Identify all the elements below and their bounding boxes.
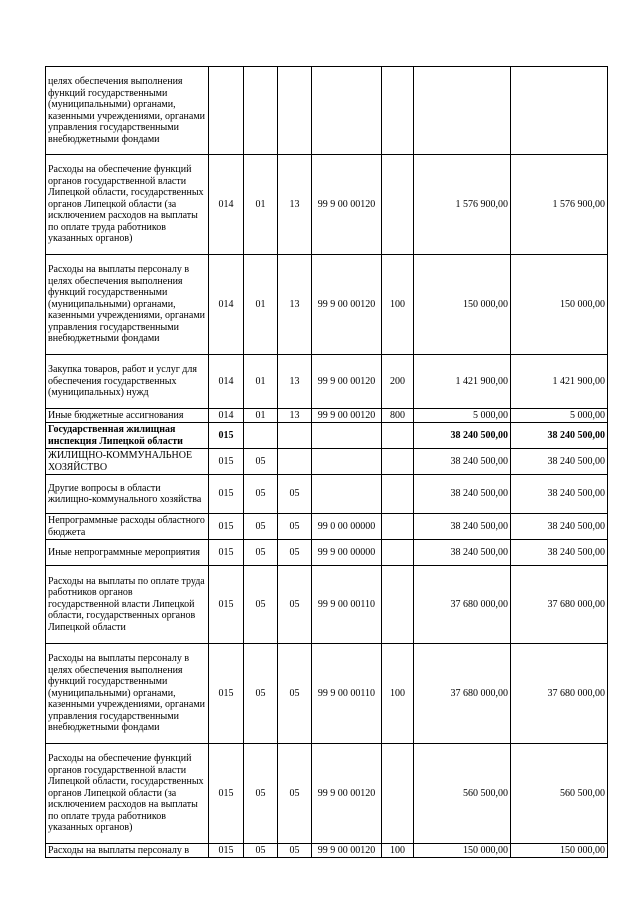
row-section-code: 05 — [244, 514, 278, 540]
row-expense-type-code: 100 — [382, 644, 414, 744]
row-expense-type-code: 200 — [382, 355, 414, 409]
row-amount-1: 5 000,00 — [414, 409, 511, 423]
table-row — [46, 155, 608, 255]
row-name: ЖИЛИЩНО-КОММУНАЛЬНОЕ ХОЗЯЙСТВО — [46, 449, 209, 475]
table-row — [46, 255, 608, 355]
row-ministry-code: 015 — [209, 423, 244, 449]
row-name: Другие вопросы в области жилищно-коммунального хозяйства — [46, 475, 209, 514]
row-amount-1: 1 576 900,00 — [414, 155, 511, 255]
row-ministry-code: 015 — [209, 514, 244, 540]
row-section-code: 01 — [244, 409, 278, 423]
row-name: Иные бюджетные ассигнования — [46, 409, 209, 423]
row-subsection-code — [278, 67, 312, 155]
row-section-code — [244, 423, 278, 449]
row-target-code — [312, 475, 382, 514]
row-subsection-code: 05 — [278, 540, 312, 566]
row-target-code: 99 9 00 00110 — [312, 566, 382, 644]
row-name: Иные непрограммные мероприятия — [46, 540, 209, 566]
row-section-code: 05 — [244, 644, 278, 744]
row-ministry-code: 014 — [209, 355, 244, 409]
row-expense-type-code — [382, 449, 414, 475]
row-expense-type-code — [382, 155, 414, 255]
row-name: Расходы на выплаты персоналу в — [46, 844, 209, 858]
row-target-code: 99 9 00 00110 — [312, 644, 382, 744]
row-section-code: 05 — [244, 844, 278, 858]
row-name: Расходы на обеспечение функций органов государственной власти Липецкой области, государственных органов Липецкой области (за исключением расходов на выплаты по оплате труда работников указанных органов) — [46, 744, 209, 844]
row-amount-1: 38 240 500,00 — [414, 475, 511, 514]
row-section-code: 01 — [244, 155, 278, 255]
row-target-code: 99 9 00 00120 — [312, 409, 382, 423]
row-name: Расходы на выплаты по оплате труда работников органов государственной власти Липецкой области, государственных органов Липецкой области — [46, 566, 209, 644]
row-target-code: 99 9 00 00000 — [312, 540, 382, 566]
row-name: Государственная жилищная инспекция Липецкой области — [46, 423, 209, 449]
row-amount-1: 150 000,00 — [414, 844, 511, 858]
row-ministry-code: 014 — [209, 255, 244, 355]
row-section-code: 05 — [244, 566, 278, 644]
row-amount-1: 1 421 900,00 — [414, 355, 511, 409]
row-subsection-code: 05 — [278, 744, 312, 844]
row-amount-2: 38 240 500,00 — [511, 449, 608, 475]
table-row — [46, 844, 608, 858]
row-target-code — [312, 449, 382, 475]
row-target-code: 99 0 00 00000 — [312, 514, 382, 540]
row-target-code: 99 9 00 00120 — [312, 744, 382, 844]
row-ministry-code: 015 — [209, 449, 244, 475]
row-ministry-code: 014 — [209, 409, 244, 423]
table-row — [46, 744, 608, 844]
row-section-code: 05 — [244, 475, 278, 514]
row-amount-2: 1 576 900,00 — [511, 155, 608, 255]
row-subsection-code: 05 — [278, 514, 312, 540]
row-amount-2: 37 680 000,00 — [511, 566, 608, 644]
row-expense-type-code: 100 — [382, 844, 414, 858]
row-subsection-code: 05 — [278, 566, 312, 644]
table-row — [46, 514, 608, 540]
row-ministry-code: 015 — [209, 644, 244, 744]
row-expense-type-code — [382, 744, 414, 844]
row-expense-type-code: 100 — [382, 255, 414, 355]
row-amount-2: 38 240 500,00 — [511, 540, 608, 566]
row-section-code: 01 — [244, 255, 278, 355]
row-ministry-code — [209, 67, 244, 155]
table-row — [46, 67, 608, 155]
row-amount-2: 5 000,00 — [511, 409, 608, 423]
row-expense-type-code — [382, 475, 414, 514]
table-row — [46, 644, 608, 744]
row-ministry-code: 014 — [209, 155, 244, 255]
row-target-code: 99 9 00 00120 — [312, 255, 382, 355]
row-subsection-code: 13 — [278, 409, 312, 423]
table-row — [46, 540, 608, 566]
row-amount-2: 38 240 500,00 — [511, 514, 608, 540]
row-subsection-code: 13 — [278, 155, 312, 255]
table-row — [46, 566, 608, 644]
row-ministry-code: 015 — [209, 475, 244, 514]
row-amount-2: 150 000,00 — [511, 255, 608, 355]
row-amount-1: 150 000,00 — [414, 255, 511, 355]
table-row — [46, 475, 608, 514]
row-name: Непрограммные расходы областного бюджета — [46, 514, 209, 540]
row-subsection-code: 05 — [278, 844, 312, 858]
row-amount-2: 560 500,00 — [511, 744, 608, 844]
row-subsection-code — [278, 423, 312, 449]
row-name: Закупка товаров, работ и услуг для обеспечения государственных (муниципальных) нужд — [46, 355, 209, 409]
row-amount-1 — [414, 67, 511, 155]
row-subsection-code: 05 — [278, 644, 312, 744]
row-amount-1: 560 500,00 — [414, 744, 511, 844]
row-expense-type-code — [382, 514, 414, 540]
table-row — [46, 423, 608, 449]
row-amount-2: 1 421 900,00 — [511, 355, 608, 409]
row-target-code: 99 9 00 00120 — [312, 844, 382, 858]
row-subsection-code — [278, 449, 312, 475]
row-expense-type-code: 800 — [382, 409, 414, 423]
table-row — [46, 449, 608, 475]
row-ministry-code: 015 — [209, 844, 244, 858]
row-amount-1: 38 240 500,00 — [414, 540, 511, 566]
row-expense-type-code — [382, 566, 414, 644]
row-expense-type-code — [382, 67, 414, 155]
row-amount-1: 38 240 500,00 — [414, 449, 511, 475]
row-subsection-code: 13 — [278, 355, 312, 409]
row-section-code: 05 — [244, 744, 278, 844]
row-name: Расходы на выплаты персоналу в целях обеспечения выполнения функций государственными (муниципальными) органами, казенными учреждениями, органами управления государственными внебюджетными фондами — [46, 255, 209, 355]
row-name: Расходы на выплаты персоналу в целях обеспечения выполнения функций государственными (муниципальными) органами, казенными учреждениями, органами управления государственными внебюджетными фондами — [46, 644, 209, 744]
row-name: Расходы на обеспечение функций органов государственной власти Липецкой области, государственных органов Липецкой области (за исключением расходов на выплаты по оплате труда работников указанных органов) — [46, 155, 209, 255]
row-expense-type-code — [382, 423, 414, 449]
row-ministry-code: 015 — [209, 744, 244, 844]
row-amount-1: 37 680 000,00 — [414, 644, 511, 744]
table-row — [46, 355, 608, 409]
row-amount-2: 37 680 000,00 — [511, 644, 608, 744]
row-expense-type-code — [382, 540, 414, 566]
row-subsection-code: 13 — [278, 255, 312, 355]
row-ministry-code: 015 — [209, 566, 244, 644]
row-name: целях обеспечения выполнения функций государственными (муниципальными) органами, казенными учреждениями, органами управления государственными внебюджетными фондами — [46, 67, 209, 155]
row-section-code: 05 — [244, 540, 278, 566]
row-subsection-code: 05 — [278, 475, 312, 514]
row-amount-2: 150 000,00 — [511, 844, 608, 858]
table-row — [46, 409, 608, 423]
row-amount-2: 38 240 500,00 — [511, 475, 608, 514]
row-target-code — [312, 67, 382, 155]
row-section-code: 01 — [244, 355, 278, 409]
row-amount-2: 38 240 500,00 — [511, 423, 608, 449]
row-amount-2 — [511, 67, 608, 155]
row-section-code: 05 — [244, 449, 278, 475]
row-amount-1: 38 240 500,00 — [414, 514, 511, 540]
row-target-code — [312, 423, 382, 449]
row-amount-1: 38 240 500,00 — [414, 423, 511, 449]
row-section-code — [244, 67, 278, 155]
row-amount-1: 37 680 000,00 — [414, 566, 511, 644]
row-ministry-code: 015 — [209, 540, 244, 566]
budget-table — [45, 66, 608, 858]
row-target-code: 99 9 00 00120 — [312, 155, 382, 255]
row-target-code: 99 9 00 00120 — [312, 355, 382, 409]
